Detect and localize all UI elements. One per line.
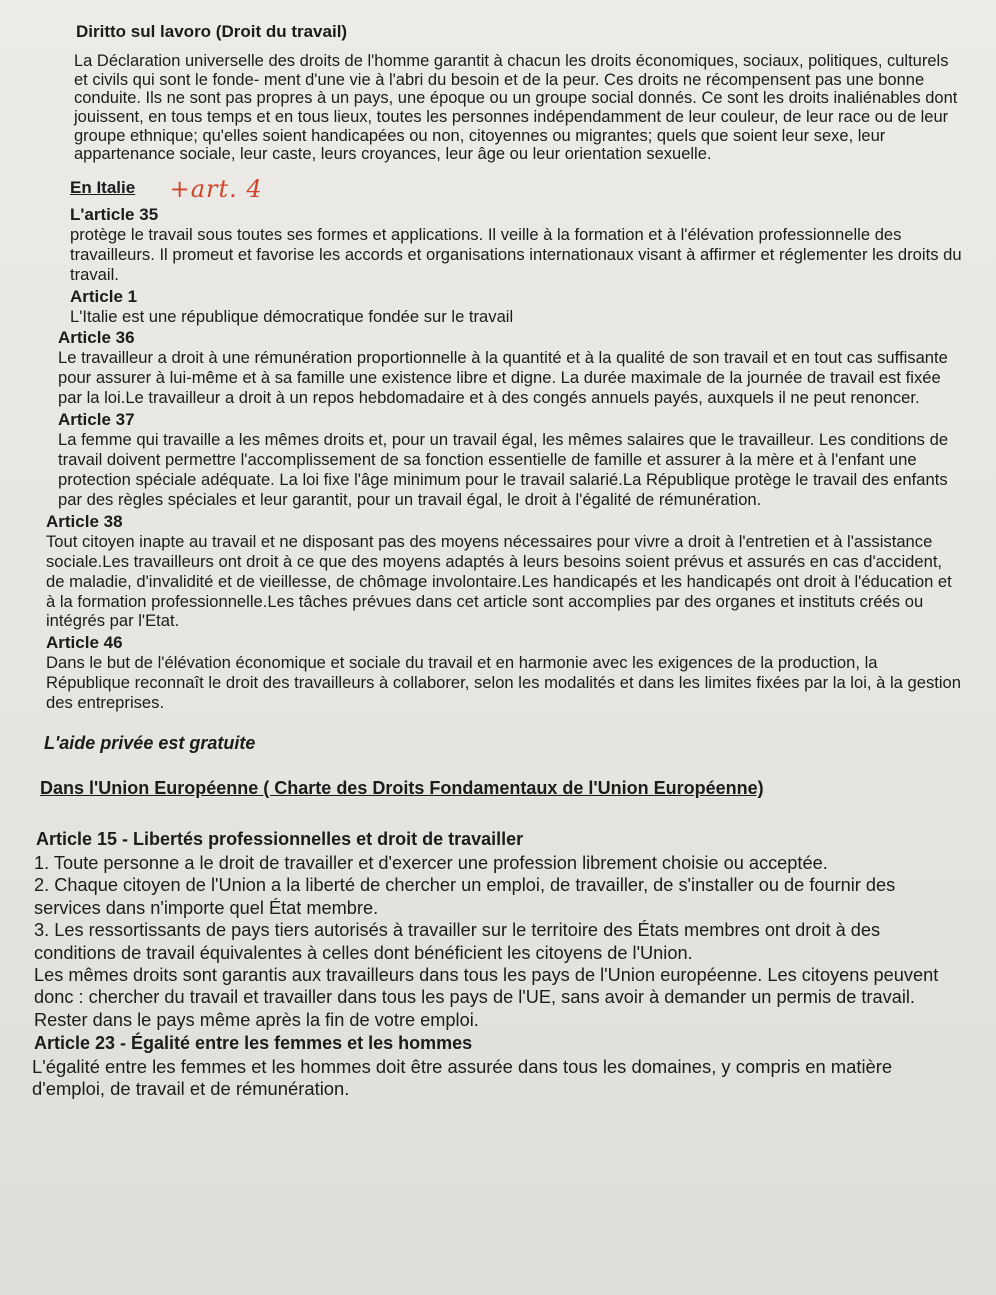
italy-heading-row (70, 164, 962, 203)
article-1 (70, 287, 962, 327)
article-title: L'article 35 (70, 204, 159, 224)
article-15-point-3: 3. Les ressortissants de pays tiers autorisés à travailler sur le territoire des États membres ont droit à des conditions de travail équivalentes à celles dont bénéficient les citoyens de l'Union. (34, 920, 881, 963)
article-38 (46, 512, 962, 632)
article-46 (46, 633, 962, 713)
document-title: Diritto sul lavoro (Droit du travail) (76, 22, 348, 41)
article-title: Article 37 (58, 410, 135, 430)
article-title: Article 36 (58, 328, 135, 348)
article-23-body: L'égalité entre les femmes et les hommes doit être assurée dans tous les domaines, y compris en matière d'emploi, de travail et de rémunération. (32, 1056, 893, 1100)
article-15-point-1: 1. Toute personne a le droit de travailler et d'exercer une profession librement choisie ou acceptée. (34, 853, 828, 874)
article-body: Tout citoyen inapte au travail et ne disposant pas des moyens nécessaires pour vivre a droit à l'entretien et à l'assistance sociale.Les travailleurs ont droit à ce que des moyens adaptés à leurs besoins soient prévus et assurés en cas d'accident, de maladie, d'invalidité et de vieillesse, de chômage involontaire.Les handicapés et les handicapés ont droit à l'éducation et à la formation professionnelle.Les tâches prévues dans cet article sont accomplies par des organes et instituts créés ou intégrés par l'Etat. (46, 531, 952, 631)
aide-privee-line: L'aide privée est gratuite (44, 733, 256, 754)
article-body: Dans le but de l'élévation économique et sociale du travail et en harmonie avec les exigences de la production, la République reconnaît le droit des travailleurs à collaborer, selon les modalités et dans les limites fixées par la loi, à la gestion des entreprises. (46, 653, 961, 713)
intro-paragraph: La Déclaration universelle des droits de l'homme garantit à chacun les droits économiques, sociaux, politiques, culturels et civils qui sont le fonde- ment d'une vie à l'abri du besoin et de la peur. Ces droits ne récompensent pas une bonne conduite. Ils ne sont pas propres à un pays, une époque ou un groupe social donnés. Ce sont les droits inaliénables dont jouissent, en tous temps et en tous lieux, toutes les personnes indépendamment de leur couleur, de leur race ou de leur groupe ethnique; qu'elles soient handicapées ou non, citoyennes ou migrantes; quels que soient leur sexe, leur appartenance sociale, leur caste, leurs croyances, leur âge ou leur orientation sexuelle. (74, 52, 958, 164)
handwritten-note: +art. 4 (169, 174, 263, 203)
article-15-point-2: 2. Chaque citoyen de l'Union a la liberté de chercher un emploi, de travailler, de s'installer ou de fournir des services dans n'importe quel État membre. (34, 875, 896, 918)
article-15-title: Article 15 - Libertés professionnelles et droit de travailler (36, 829, 524, 850)
article-35 (70, 205, 962, 285)
article-body: protège le travail sous toutes ses formes et applications. Il veille à la formation et à l'élévation professionnelle des travailleurs. Il promeut et favorise les accords et organisations internationaux visant à affirmer et réglementer les droits du travail. (70, 224, 962, 284)
article-body: L'Italie est une république démocratique fondée sur le travail (70, 306, 514, 326)
article-title: Article 1 (70, 286, 138, 306)
article-23-title: Article 23 - Égalité entre les femmes et les hommes (34, 1033, 473, 1054)
article-15-note: Les mêmes droits sont garantis aux travailleurs dans tous les pays de l'Union européenne. Les citoyens peuvent donc : chercher du travail et travailler dans tous les pays de l'UE, sans avoir à demander un permis de travail. Rester dans le pays même après la fin de votre emploi. (34, 964, 939, 1030)
article-37 (58, 410, 962, 510)
article-title: Article 46 (46, 633, 123, 653)
article-body: La femme qui travaille a les mêmes droits et, pour un travail égal, les mêmes salaires que le travailleur. Les conditions de travail doivent permettre l'accomplissement de sa fonction essentielle de famille et assurer à la mère et à l'enfant une protection spéciale adéquate. La loi fixe l'âge minimum pour le travail salarié.La République protège le travail des enfants par des règles spéciales et leur garantit, pour un travail égal, le droit à l'égalité de rémunération. (58, 430, 949, 509)
italy-heading: En Italie (70, 177, 136, 197)
article-36 (58, 328, 962, 408)
article-title: Article 38 (46, 511, 123, 531)
article-body: Le travailleur a droit à une rémunération proportionnelle à la quantité et à la qualité de son travail et en tout cas suffisante pour assurer à lui-même et à sa famille une existence libre et digne. La durée maximale de la journée de travail est fixée par la loi.Le travailleur a droit à un repos hebdomadaire et à des congés annuels payés, auxquels il ne peut renoncer. (58, 348, 948, 408)
eu-heading: Dans l'Union Européenne ( Charte des Droits Fondamentaux de l'Union Européenne) (40, 778, 764, 799)
